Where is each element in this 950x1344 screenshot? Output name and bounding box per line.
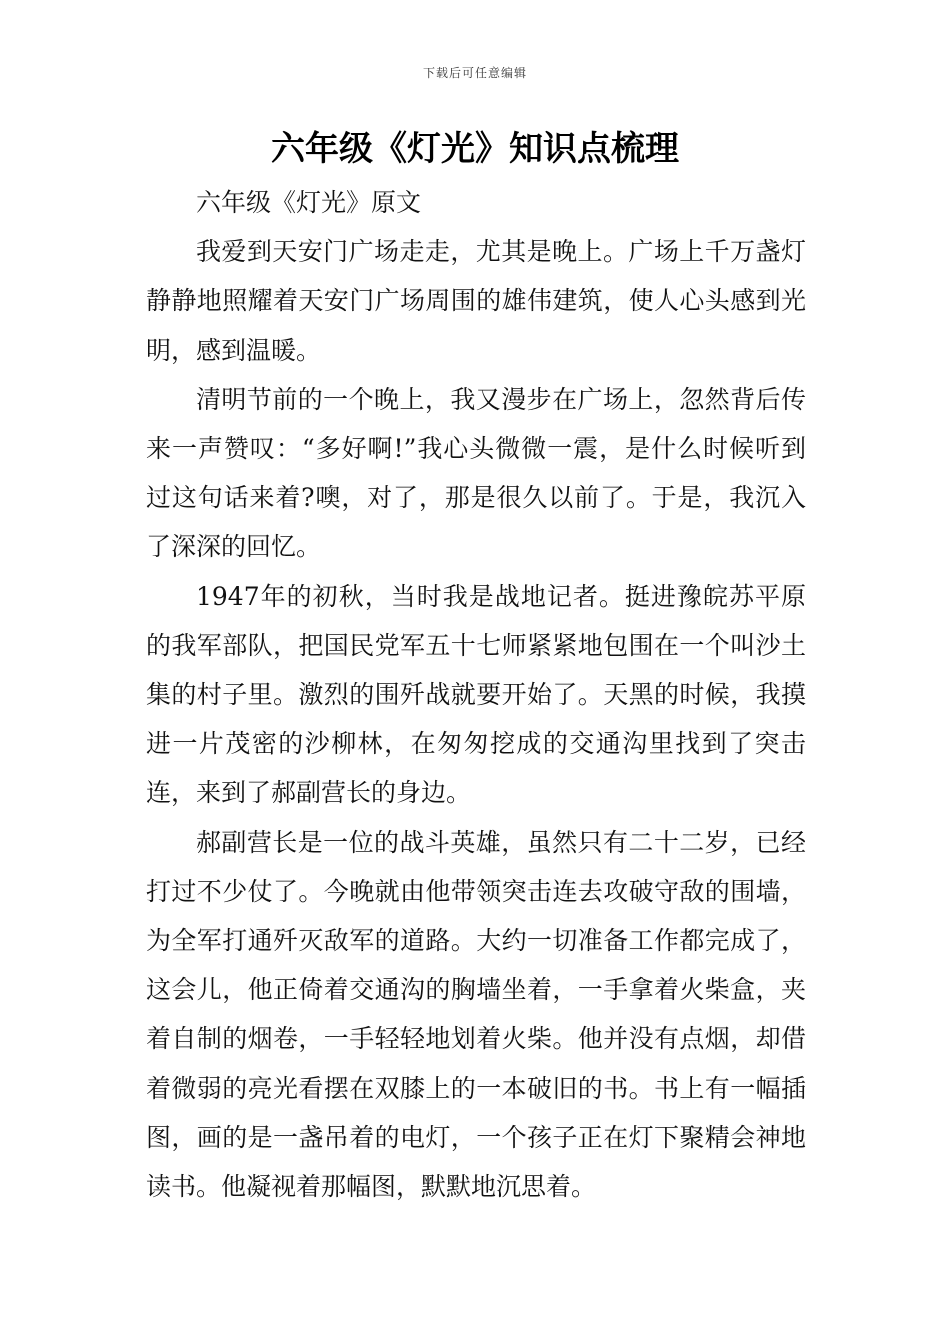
paragraph-4: 郝副营长是一位的战斗英雄，虽然只有二十二岁，已经打过不少仗了。今晚就由他带领突击连去攻破守敌的围墙，为全军打通歼灭敌军的道路。大约一切准备工作都完成了，这会儿，他正倚着交通沟的胸墙坐着，一手拿着火柴盒，夹着自制的烟卷，一手轻轻地划着火柴。他并没有点烟，却借着微弱的亮光看摆在双膝上的一本破旧的书。书上有一幅插图，画的是一盏吊着的电灯，一个孩子正在灯下聚精会神地读书。他凝视着那幅图，默默地沉思着。 xyxy=(146,827,806,1202)
paragraph-2: 清明节前的一个晚上，我又漫步在广场上，忽然背后传来一声赞叹：“多好啊!”我心头微微一震，是什么时候听到过这句话来着?噢，对了，那是很久以前了。于是，我沉入了深深的回忆。 xyxy=(146,384,806,562)
header-note: 下载后可任意编辑 xyxy=(422,66,527,80)
document-body xyxy=(146,178,806,1211)
paragraph-1: 我爱到天安门广场走走，尤其是晚上。广场上千万盏灯静静地照耀着天安门广场周围的雄伟建筑，使人心头感到光明，感到温暖。 xyxy=(146,237,806,365)
page-title: 六年级《灯光》知识点梳理 xyxy=(271,129,679,169)
paragraph-3: 1947年的初秋，当时我是战地记者。挺进豫皖苏平原的我军部队，把国民党军五十七师紧紧地包围在一个叫沙土集的村子里。激烈的围歼战就要开始了。天黑的时候，我摸进一片茂密的沙柳林，在匆匆挖成的交通沟里找到了突击连，来到了郝副营长的身边。 xyxy=(146,581,806,808)
section-subheading: 六年级《灯光》原文 xyxy=(196,188,422,217)
